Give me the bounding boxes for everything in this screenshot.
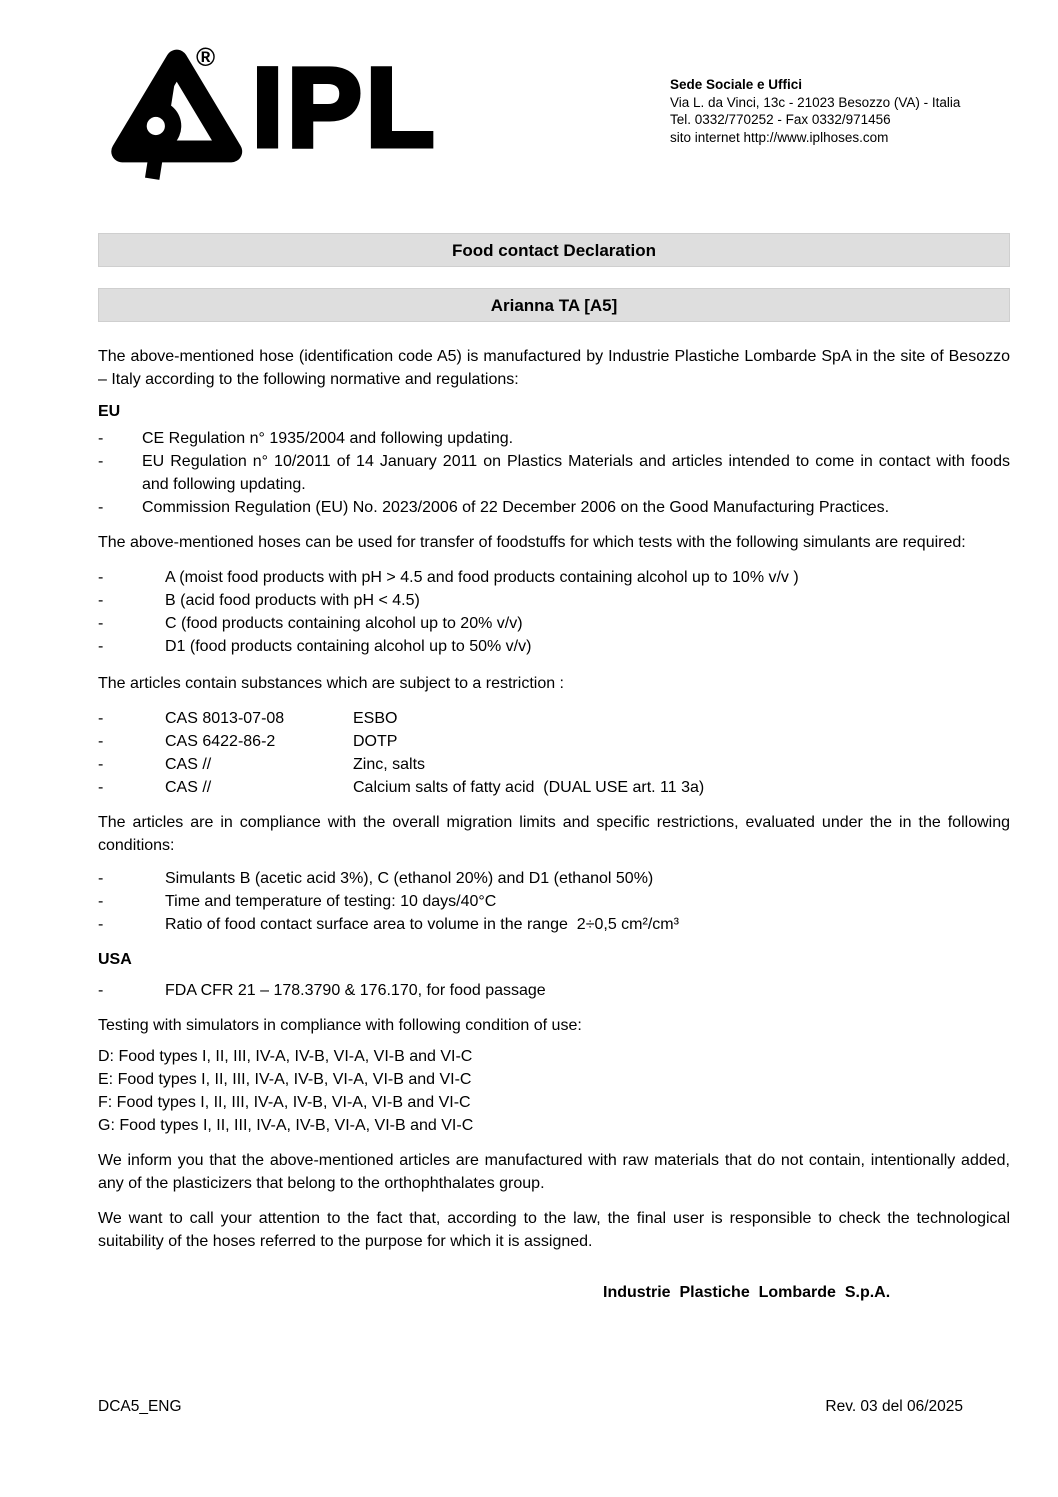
simulant-list-item — [98, 566, 1010, 589]
dash-marker: - — [98, 499, 104, 516]
simulant-list-item — [98, 635, 1010, 658]
regulation-text: EU Regulation n° 10/2011 of 14 January 2011 on Plastics Materials and articles intended to come in contact with foods and following updating. — [142, 453, 1010, 493]
intro-paragraph: The above-mentioned hose (identification code A5) is manufactured by Industrie Plastiche Lombarde SpA in the site of Besozzo – Italy according to the following normative and regulations: — [98, 348, 1010, 388]
eu-regulation-list — [98, 427, 1010, 519]
address-title: Sede Sociale e Uffici — [670, 77, 803, 92]
registered-trademark-icon: ® — [196, 42, 216, 72]
compliance-intro-paragraph: The articles are in compliance with the overall migration limits and specific restrictions, evaluated under the in the following conditions: — [98, 814, 1010, 854]
condition-text: Ratio of food contact surface area to volume in the range 2÷0,5 cm²/cm³ — [165, 916, 679, 933]
cas-list — [98, 707, 1010, 799]
usa-text: FDA CFR 21 – 178.3790 & 176.170, for food passage — [165, 982, 546, 999]
dash-marker: - — [98, 430, 104, 447]
dash-marker: - — [98, 592, 104, 609]
usa-heading: USA — [98, 951, 132, 968]
food-type-line: E: Food types I, II, III, IV-A, IV-B, VI-A, VI-B and VI-C — [98, 1071, 472, 1088]
food-type-line: F: Food types I, II, III, IV-A, IV-B, VI-A, VI-B and VI-C — [98, 1094, 471, 1111]
dash-marker: - — [98, 453, 104, 470]
usa-list-item — [98, 979, 1010, 1002]
regulation-text: Commission Regulation (EU) No. 2023/2006 of 22 December 2006 on the Good Manufacturing Practices. — [142, 499, 890, 516]
address-line: sito internet http://www.iplhoses.com — [670, 129, 889, 145]
regulation-list-item — [98, 450, 1010, 496]
cas-number: CAS // — [165, 756, 212, 773]
cas-list-item — [98, 707, 1010, 730]
dash-marker: - — [98, 779, 104, 796]
eu-heading: EU — [98, 403, 121, 420]
cas-number: CAS // — [165, 779, 212, 796]
condition-list-item — [98, 913, 1010, 936]
simulant-list-item — [98, 612, 1010, 635]
revision-label: Rev. 03 del 06/2025 — [825, 1398, 963, 1415]
dash-marker: - — [98, 756, 104, 773]
dash-marker: - — [98, 893, 104, 910]
cas-substance: Zinc, salts — [353, 756, 426, 773]
address-line: Tel. 0332/770252 - Fax 0332/971456 — [670, 112, 891, 127]
dash-marker: - — [98, 710, 104, 727]
dash-marker: - — [98, 569, 104, 586]
usa-list — [98, 979, 1010, 1002]
restriction-intro-paragraph: The articles contain substances which are subject to a restriction : — [98, 675, 564, 692]
simulant-list-item — [98, 589, 1010, 612]
address-line: Via L. da Vinci, 13c - 21023 Besozzo (VA) - Italia — [670, 94, 961, 110]
doc-title-bar — [98, 233, 1010, 267]
regulation-list-item — [98, 427, 1010, 450]
product-title-bar — [98, 288, 1010, 322]
condition-list-item — [98, 890, 1010, 913]
dash-marker: - — [98, 733, 104, 750]
cas-list-item — [98, 776, 1010, 799]
condition-text: Time and temperature of testing: 10 days/40°C — [165, 893, 497, 910]
condition-list-item — [98, 867, 1010, 890]
document-body — [98, 0, 1010, 1304]
simulant-text: A (moist food products with pH > 4.5 and food products containing alcohol up to 10% v/v ) — [165, 569, 799, 586]
cas-substance: DOTP — [353, 733, 398, 750]
company-signature: Industrie Plastiche Lombarde S.p.A. — [603, 1284, 891, 1301]
cas-substance: ESBO — [353, 710, 398, 727]
page-footer — [98, 1398, 963, 1416]
responsibility-paragraph: We want to call your attention to the fact that, according to the law, the final user is responsible to check the technological suitability of the hoses referred to the purpose for which it is assigned. — [98, 1210, 1010, 1250]
dash-marker: - — [98, 615, 104, 632]
condition-list — [98, 867, 1010, 936]
simulants-intro-paragraph: The above-mentioned hoses can be used for transfer of foodstuffs for which tests with the following simulants are required: — [98, 534, 966, 551]
dash-marker: - — [98, 638, 104, 655]
food-type-line: G: Food types I, II, III, IV-A, IV-B, VI-A, VI-B and VI-C — [98, 1117, 474, 1134]
condition-text: Simulants B (acetic acid 3%), C (ethanol 20%) and D1 (ethanol 50%) — [165, 870, 654, 887]
food-type-line: D: Food types I, II, III, IV-A, IV-B, VI-A, VI-B and VI-C — [98, 1048, 473, 1065]
testing-intro-paragraph: Testing with simulators in compliance with following condition of use: — [98, 1017, 582, 1034]
doc-title: Food contact Declaration — [451, 240, 657, 260]
document-code: DCA5_ENG — [98, 1398, 182, 1415]
cas-number: CAS 8013-07-08 — [165, 710, 285, 727]
simulant-text: B (acid food products with pH < 4.5) — [165, 592, 420, 609]
food-type-list — [98, 1045, 1010, 1137]
dash-marker: - — [98, 870, 104, 887]
cas-substance: Calcium salts of fatty acid (DUAL USE art. 11 3a) — [353, 779, 705, 796]
orthophthalates-paragraph: We inform you that the above-mentioned articles are manufactured with raw materials that do not contain, intentionally added, any of the plasticizers that belong to the orthophthalates group. — [98, 1152, 1010, 1192]
cas-list-item — [98, 730, 1010, 753]
simulant-list — [98, 566, 1010, 658]
cas-number: CAS 6422-86-2 — [165, 733, 276, 750]
logo-text: IPL — [252, 45, 439, 170]
simulant-text: D1 (food products containing alcohol up to 50% v/v) — [165, 638, 532, 655]
dash-marker: - — [98, 916, 104, 933]
cas-list-item — [98, 753, 1010, 776]
product-title: Arianna TA [A5] — [490, 295, 618, 315]
dash-marker: - — [98, 982, 104, 999]
regulation-list-item — [98, 496, 1010, 519]
regulation-text: CE Regulation n° 1935/2004 and following updating. — [142, 430, 514, 447]
simulant-text: C (food products containing alcohol up to 20% v/v) — [165, 615, 523, 632]
